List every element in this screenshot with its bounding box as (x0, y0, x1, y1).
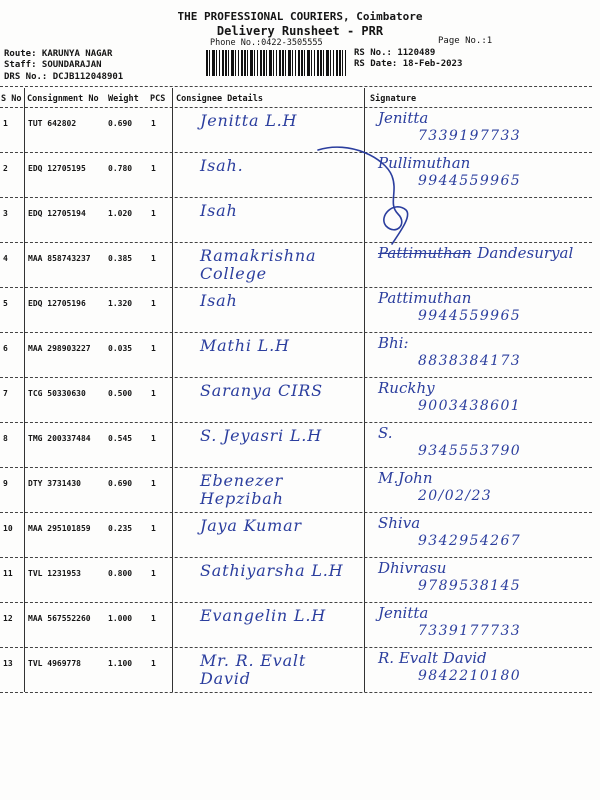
column-header-signature: Signature (370, 94, 417, 104)
signature-cell (378, 289, 590, 325)
consignee-handwriting: Ramakrishna College (200, 246, 317, 283)
signature-line (378, 514, 590, 532)
signature-cell (378, 649, 590, 685)
pieces-count: 1 (151, 479, 156, 488)
table-row (0, 378, 592, 423)
signature-phone: 7339197733 (418, 128, 522, 144)
signature-name: Jenitta (378, 109, 429, 127)
consignment-number: DTY 3731430 (28, 479, 81, 488)
signature-phone: 9789538145 (418, 578, 522, 594)
column-header-consignment: Consignment No (27, 94, 99, 104)
signature-phone: 8838384173 (418, 353, 522, 369)
pieces-count: 1 (151, 659, 156, 668)
signature-line (378, 649, 590, 667)
pieces-count: 1 (151, 569, 156, 578)
consignment-number: TUT 642802 (28, 119, 77, 128)
signature-line (378, 244, 590, 262)
column-header-weight: Weight (108, 94, 139, 104)
serial-number: 10 (3, 524, 13, 533)
weight-value: 1.100 (108, 659, 133, 668)
consignee-handwriting: Isah (200, 201, 238, 220)
table-row (0, 603, 592, 648)
signature-phone: 9342954267 (418, 533, 522, 549)
consignee-handwriting: Isah. (200, 156, 244, 175)
page-number: Page No.:1 (438, 36, 493, 46)
signature-cell (378, 109, 590, 145)
signature-phone: 9944559965 (418, 308, 522, 324)
signature-line (378, 604, 590, 622)
serial-number: 8 (3, 434, 8, 443)
signature-phone: 9003438601 (418, 398, 522, 414)
serial-number: 2 (3, 164, 8, 173)
drs-number: DRS No.: DCJB112048901 (4, 72, 124, 82)
route-label: Route: KARUNYA NAGAR (4, 49, 113, 59)
pieces-count: 1 (151, 209, 156, 218)
serial-number: 12 (3, 614, 13, 623)
serial-number: 11 (3, 569, 13, 578)
table-row (0, 108, 592, 153)
consignment-number: TVL 4969778 (28, 659, 81, 668)
serial-number: 1 (3, 119, 8, 128)
pieces-count: 1 (151, 119, 156, 128)
staff-label: Staff: SOUNDARAJAN (4, 60, 102, 70)
consignment-number: MAA 295101859 (28, 524, 91, 533)
signature-cell (378, 334, 590, 370)
signature-cell (378, 154, 590, 190)
rs-number: RS No.: 1120489 (354, 48, 436, 58)
signature-cell (378, 424, 590, 460)
signature-name: R. Evalt David (378, 649, 487, 667)
weight-value: 1.000 (108, 614, 133, 623)
serial-number: 3 (3, 209, 8, 218)
signature-cell (378, 244, 590, 262)
company-name: THE PROFESSIONAL COURIERS, Coimbatore (177, 10, 423, 23)
signature-line (378, 424, 590, 442)
consignee-handwriting: Jenitta L.H (200, 111, 298, 130)
serial-number: 4 (3, 254, 8, 263)
table-row (0, 288, 592, 333)
consignee-handwriting: Ebenezer Hepzibah (200, 471, 284, 508)
signature-line (378, 559, 590, 577)
consignment-number: EDQ 12705196 (28, 299, 86, 308)
signature-name: Dandesuryal (477, 244, 574, 262)
serial-number: 13 (3, 659, 13, 668)
serial-number: 6 (3, 344, 8, 353)
signature-phone: 9944559965 (418, 173, 522, 189)
signature-name: M.John (378, 469, 433, 487)
consignee-handwriting: Saranya CIRS (200, 381, 323, 400)
table-row (0, 198, 592, 243)
weight-value: 1.320 (108, 299, 133, 308)
consignee-handwriting: Mr. R. Evalt David (200, 651, 307, 688)
weight-value: 0.035 (108, 344, 133, 353)
consignment-number: TMG 200337484 (28, 434, 91, 443)
weight-value: 0.500 (108, 389, 133, 398)
weight-value: 1.020 (108, 209, 133, 218)
runsheet-table-body (0, 108, 600, 698)
weight-value: 0.385 (108, 254, 133, 263)
serial-number: 5 (3, 299, 8, 308)
table-row (0, 243, 592, 288)
signature-name: Ruckhy (378, 379, 435, 397)
consignment-number: TCG 50330630 (28, 389, 86, 398)
consignment-number: MAA 858743237 (28, 254, 91, 263)
table-row (0, 513, 592, 558)
consignment-number: MAA 567552260 (28, 614, 91, 623)
signature-name: Jenitta (378, 604, 429, 622)
signature-phone: 20/02/23 (418, 488, 493, 504)
consignment-number: EDQ 12705194 (28, 209, 86, 218)
signature-name: Pullimuthan (378, 154, 471, 172)
signature-name: Dhivrasu (378, 559, 447, 577)
header-top-divider (0, 86, 592, 87)
signature-cell (378, 514, 590, 550)
signature-name: S. (378, 424, 393, 442)
weight-value: 0.690 (108, 119, 133, 128)
pieces-count: 1 (151, 164, 156, 173)
table-row (0, 558, 592, 603)
table-row (0, 153, 592, 198)
pieces-count: 1 (151, 389, 156, 398)
consignee-handwriting: Jaya Kumar (200, 516, 302, 535)
signature-name: Pattimuthan (378, 289, 472, 307)
signature-line (378, 334, 590, 352)
signature-phone: 9842210180 (418, 668, 522, 684)
signature-name: Shiva (378, 514, 421, 532)
pieces-count: 1 (151, 524, 156, 533)
pieces-count: 1 (151, 299, 156, 308)
table-row (0, 648, 592, 693)
column-header-pcs: PCS (150, 94, 166, 104)
signature-cell (378, 559, 590, 595)
signature-cell (378, 469, 590, 505)
signature-line (378, 289, 590, 307)
signature-line (378, 109, 590, 127)
consignee-handwriting: Mathi L.H (200, 336, 290, 355)
weight-value: 0.800 (108, 569, 133, 578)
signature-name: Bhi: (378, 334, 409, 352)
consignee-handwriting: Isah (200, 291, 238, 310)
struck-signature: Pattimuthan (378, 244, 472, 262)
table-row (0, 468, 592, 513)
signature-cell (378, 604, 590, 640)
signature-line (378, 154, 590, 172)
serial-number: 9 (3, 479, 8, 488)
consignment-number: MAA 298903227 (28, 344, 91, 353)
signature-line (378, 469, 590, 487)
consignment-number: EDQ 12705195 (28, 164, 86, 173)
document-title: Delivery Runsheet - PRR (216, 24, 384, 38)
signature-line (378, 379, 590, 397)
phone-number: Phone No.:0422-3505555 (210, 38, 323, 48)
signature-phone: 9345553790 (418, 443, 522, 459)
consignee-handwriting: S. Jeyasri L.H (200, 426, 322, 445)
pieces-count: 1 (151, 254, 156, 263)
pieces-count: 1 (151, 344, 156, 353)
barcode (206, 50, 346, 76)
signature-cell (378, 379, 590, 415)
table-row (0, 333, 592, 378)
column-header-sno: S No (1, 94, 22, 104)
pieces-count: 1 (151, 614, 156, 623)
weight-value: 0.545 (108, 434, 133, 443)
weight-value: 0.235 (108, 524, 133, 533)
consignee-handwriting: Sathiyarsha L.H (200, 561, 344, 580)
weight-value: 0.780 (108, 164, 133, 173)
signature-phone: 7339177733 (418, 623, 522, 639)
pieces-count: 1 (151, 434, 156, 443)
column-header-consignee: Consignee Details (176, 94, 263, 104)
weight-value: 0.690 (108, 479, 133, 488)
consignee-handwriting: Evangelin L.H (200, 606, 326, 625)
consignment-number: TVL 1231953 (28, 569, 81, 578)
serial-number: 7 (3, 389, 8, 398)
table-row (0, 423, 592, 468)
rs-date: RS Date: 18-Feb-2023 (354, 59, 463, 69)
